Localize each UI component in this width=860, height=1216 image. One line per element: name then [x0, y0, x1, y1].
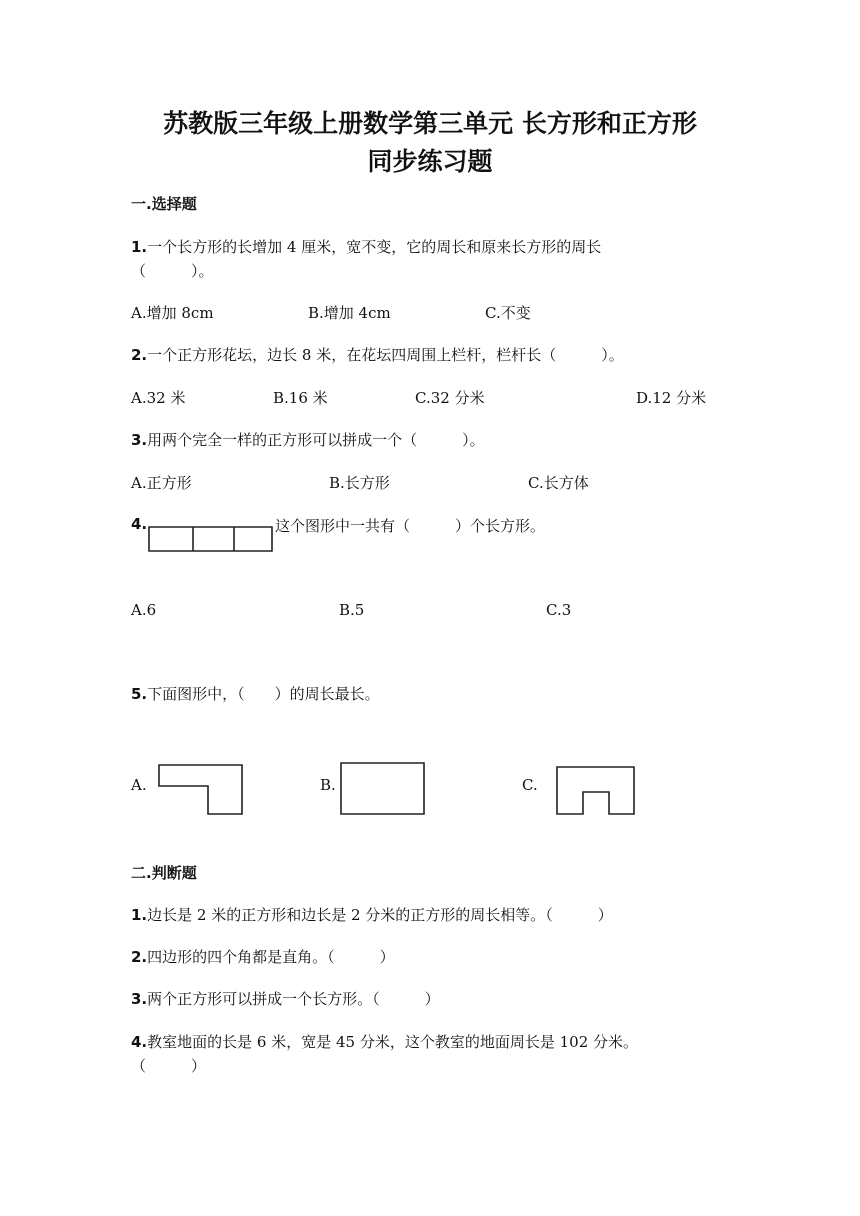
question-number: 5. [131, 685, 148, 703]
option-c[interactable]: C.长方体 [528, 474, 589, 492]
question-text: 下面图形中，（ ）的周长最长。 [147, 685, 380, 703]
option-c[interactable]: C.3 [546, 601, 572, 619]
judgement-1 [131, 904, 613, 925]
question-text: 四边形的四个角都是直角。（ ） [147, 948, 395, 966]
section-heading-choice: 一.选择题 [131, 195, 197, 213]
option-a[interactable]: A.6 [131, 601, 157, 619]
option-b[interactable]: B.增加 4cm [308, 304, 391, 322]
option-c[interactable]: C. [522, 776, 538, 794]
question-text: 教室地面的长是 6 米，宽是 45 分米，这个教室的地面周长是 102 分米。 [147, 1033, 639, 1051]
question-text: 一个长方形的长增加 4 厘米，宽不变，它的周长和原来长方形的周长 [147, 238, 602, 256]
judgement-4-continuation: （ ） [131, 1057, 207, 1075]
judgement-2 [131, 946, 395, 967]
option-b[interactable]: B.5 [339, 601, 365, 619]
question-2 [131, 344, 624, 365]
section-heading-judgement: 二.判断题 [131, 864, 197, 882]
judgement-4 [131, 1031, 638, 1052]
page-title: 苏教版三年级上册数学第三单元 长方形和正方形 [163, 109, 697, 138]
question-text: 一个正方形花坛，边长 8 米，在花坛四周围上栏杆，栏杆长（ ）。 [147, 346, 624, 364]
question-number: 2. [131, 948, 148, 966]
option-a[interactable]: A.32 米 [131, 389, 186, 407]
option-b[interactable]: B. [320, 776, 336, 794]
question-number: 3. [131, 431, 148, 449]
question-4-text: 这个图形中一共有（ ）个长方形。 [275, 517, 546, 535]
page-subtitle: 同步练习题 [367, 147, 493, 176]
question-text: 边长是 2 米的正方形和边长是 2 分米的正方形的周长相等。（ ） [147, 906, 613, 924]
question-text: 用两个完全一样的正方形可以拼成一个（ ）。 [147, 431, 485, 449]
option-a[interactable]: A.正方形 [131, 474, 192, 492]
question-1-continuation: （ ）。 [131, 262, 214, 280]
question-number: 1. [131, 238, 148, 256]
three-rectangles-figure [148, 525, 274, 553]
option-a[interactable]: A. [131, 776, 147, 794]
question-number: 4. [131, 515, 148, 533]
question-1 [131, 236, 601, 257]
question-number: 4. [131, 1033, 148, 1051]
question-text: 两个正方形可以拼成一个长方形。（ ） [147, 990, 440, 1008]
option-c[interactable]: C.不变 [485, 304, 531, 322]
question-4-number [131, 515, 147, 533]
option-b[interactable]: B.长方形 [329, 474, 390, 492]
option-c[interactable]: C.32 分米 [415, 389, 485, 407]
question-5 [131, 683, 380, 704]
option-b[interactable]: B.16 米 [273, 389, 328, 407]
question-3 [131, 429, 485, 450]
question-number: 1. [131, 906, 148, 924]
l-shape-figure [158, 764, 244, 816]
notched-rectangle-figure [556, 766, 636, 816]
judgement-3 [131, 988, 440, 1009]
question-number: 3. [131, 990, 148, 1008]
rectangle-figure [340, 762, 426, 816]
option-d[interactable]: D.12 分米 [636, 389, 707, 407]
question-number: 2. [131, 346, 148, 364]
option-a[interactable]: A.增加 8cm [131, 304, 214, 322]
